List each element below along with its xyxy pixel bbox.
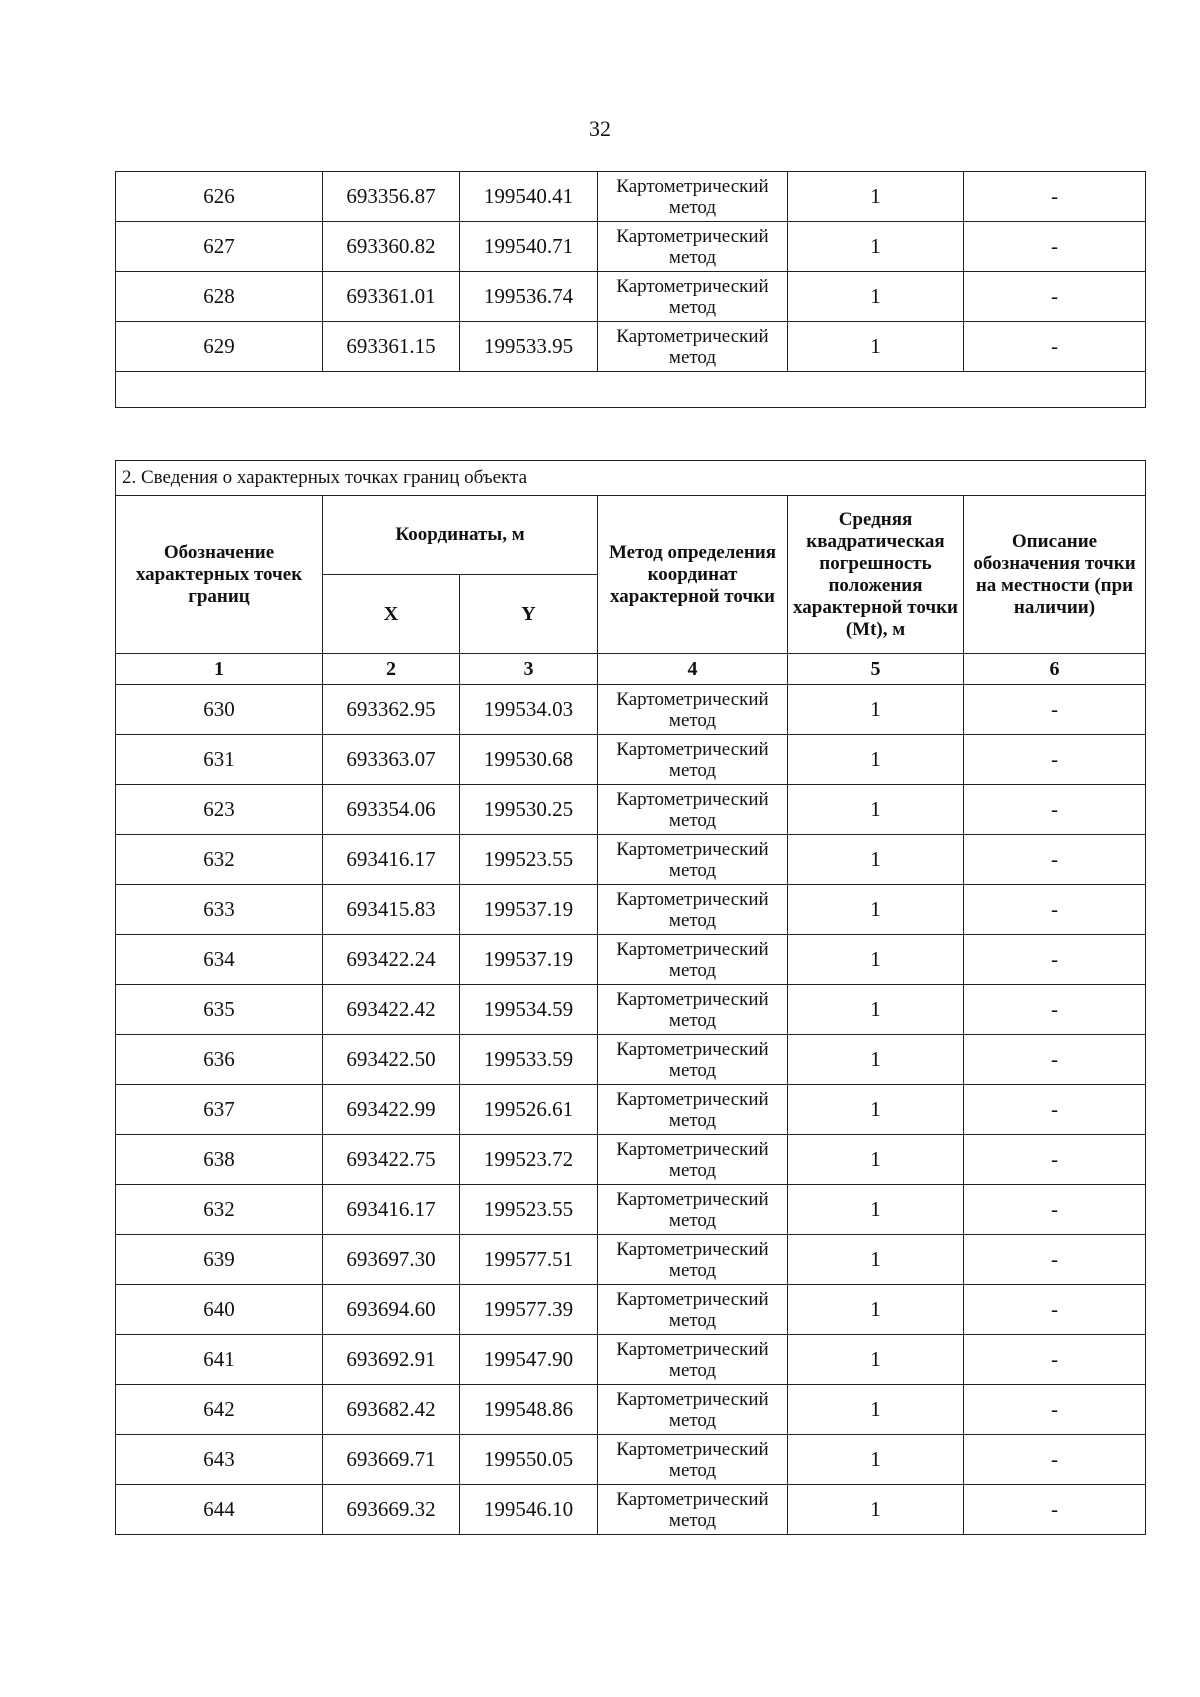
method-cell: Картометрический метод <box>598 1485 788 1535</box>
description-cell: - <box>964 322 1146 372</box>
table-row <box>116 885 1146 935</box>
point-cell: 632 <box>116 835 323 885</box>
point-cell: 627 <box>116 222 323 272</box>
table-row <box>116 1135 1146 1185</box>
empty-row <box>116 372 1146 408</box>
x-coordinate-cell: 693692.91 <box>323 1335 460 1385</box>
y-coordinate-cell: 199537.19 <box>460 885 598 935</box>
description-cell: - <box>964 785 1146 835</box>
mt-cell: 1 <box>788 1035 964 1085</box>
description-cell: - <box>964 1485 1146 1535</box>
y-coordinate-cell: 199530.68 <box>460 735 598 785</box>
point-cell: 623 <box>116 785 323 835</box>
table-row <box>116 1035 1146 1085</box>
description-cell: - <box>964 1235 1146 1285</box>
description-cell: - <box>964 835 1146 885</box>
x-coordinate-cell: 693415.83 <box>323 885 460 935</box>
point-cell: 637 <box>116 1085 323 1135</box>
description-cell: - <box>964 735 1146 785</box>
table-row <box>116 935 1146 985</box>
mt-cell: 1 <box>788 1435 964 1485</box>
page-number: 32 <box>589 116 611 141</box>
x-coordinate-cell: 693416.17 <box>323 835 460 885</box>
point-cell: 634 <box>116 935 323 985</box>
point-cell: 635 <box>116 985 323 1035</box>
table-row <box>116 1485 1146 1535</box>
y-coordinate-cell: 199534.03 <box>460 685 598 735</box>
y-coordinate-cell: 199547.90 <box>460 1335 598 1385</box>
mt-cell: 1 <box>788 272 964 322</box>
mt-cell: 1 <box>788 1185 964 1235</box>
method-cell: Картометрический метод <box>598 685 788 735</box>
y-coordinate-cell: 199523.55 <box>460 835 598 885</box>
mt-cell: 1 <box>788 1285 964 1335</box>
y-coordinate-cell: 199533.59 <box>460 1035 598 1085</box>
point-cell: 633 <box>116 885 323 935</box>
point-cell: 642 <box>116 1385 323 1435</box>
table-body <box>116 172 1146 372</box>
mt-cell: 1 <box>788 172 964 222</box>
header-description: Описание обозначения точки на местности (при наличии) <box>964 496 1146 654</box>
description-cell: - <box>964 935 1146 985</box>
table-row <box>116 985 1146 1035</box>
x-coordinate-cell: 693422.42 <box>323 985 460 1035</box>
point-cell: 640 <box>116 1285 323 1335</box>
boundary-points-table <box>115 460 1146 1535</box>
mt-cell: 1 <box>788 1235 964 1285</box>
mt-cell: 1 <box>788 735 964 785</box>
header-method: Метод определения координат характерной точки <box>598 496 788 654</box>
method-cell: Картометрический метод <box>598 935 788 985</box>
table-row <box>116 735 1146 785</box>
point-cell: 639 <box>116 1235 323 1285</box>
description-cell: - <box>964 272 1146 322</box>
header-y: Y <box>460 575 598 654</box>
x-coordinate-cell: 693361.15 <box>323 322 460 372</box>
method-cell: Картометрический метод <box>598 1285 788 1335</box>
header-point: Обозначение характерных точек границ <box>116 496 323 654</box>
point-cell: 638 <box>116 1135 323 1185</box>
method-cell: Картометрический метод <box>598 735 788 785</box>
mt-cell: 1 <box>788 785 964 835</box>
table-row <box>116 1285 1146 1335</box>
point-cell: 629 <box>116 322 323 372</box>
mt-cell: 1 <box>788 835 964 885</box>
column-number: 6 <box>964 654 1146 685</box>
description-cell: - <box>964 222 1146 272</box>
x-coordinate-cell: 693697.30 <box>323 1235 460 1285</box>
table-row <box>116 1185 1146 1235</box>
method-cell: Картометрический метод <box>598 985 788 1035</box>
point-cell: 641 <box>116 1335 323 1385</box>
description-cell: - <box>964 1335 1146 1385</box>
method-cell: Картометрический метод <box>598 272 788 322</box>
description-cell: - <box>964 172 1146 222</box>
y-coordinate-cell: 199537.19 <box>460 935 598 985</box>
header-coordinates: Координаты, м <box>323 496 598 575</box>
x-coordinate-cell: 693669.32 <box>323 1485 460 1535</box>
mt-cell: 1 <box>788 1385 964 1435</box>
y-coordinate-cell: 199530.25 <box>460 785 598 835</box>
column-number: 5 <box>788 654 964 685</box>
y-coordinate-cell: 199533.95 <box>460 322 598 372</box>
mt-cell: 1 <box>788 1085 964 1135</box>
mt-cell: 1 <box>788 322 964 372</box>
method-cell: Картометрический метод <box>598 1085 788 1135</box>
description-cell: - <box>964 1085 1146 1135</box>
method-cell: Картометрический метод <box>598 785 788 835</box>
method-cell: Картометрический метод <box>598 172 788 222</box>
column-number-row <box>116 654 1146 685</box>
mt-cell: 1 <box>788 1485 964 1535</box>
x-coordinate-cell: 693422.75 <box>323 1135 460 1185</box>
x-coordinate-cell: 693422.24 <box>323 935 460 985</box>
method-cell: Картометрический метод <box>598 835 788 885</box>
table-row <box>116 322 1146 372</box>
x-coordinate-cell: 693356.87 <box>323 172 460 222</box>
column-number: 4 <box>598 654 788 685</box>
x-coordinate-cell: 693362.95 <box>323 685 460 735</box>
boundary-points-table-continued <box>115 171 1146 408</box>
point-cell: 628 <box>116 272 323 322</box>
table-row <box>116 1335 1146 1385</box>
point-cell: 643 <box>116 1435 323 1485</box>
x-coordinate-cell: 693422.50 <box>323 1035 460 1085</box>
x-coordinate-cell: 693354.06 <box>323 785 460 835</box>
column-number: 1 <box>116 654 323 685</box>
mt-cell: 1 <box>788 685 964 735</box>
table-row <box>116 172 1146 222</box>
header-mt: Средняя квадратическая погрешность положения характерной точки (Mt), м <box>788 496 964 654</box>
y-coordinate-cell: 199550.05 <box>460 1435 598 1485</box>
method-cell: Картометрический метод <box>598 1385 788 1435</box>
y-coordinate-cell: 199577.39 <box>460 1285 598 1335</box>
description-cell: - <box>964 1385 1146 1435</box>
table-row <box>116 272 1146 322</box>
y-coordinate-cell: 199540.71 <box>460 222 598 272</box>
header-x: X <box>323 575 460 654</box>
description-cell: - <box>964 1285 1146 1335</box>
y-coordinate-cell: 199540.41 <box>460 172 598 222</box>
method-cell: Картометрический метод <box>598 1235 788 1285</box>
table-row <box>116 685 1146 735</box>
y-coordinate-cell: 199548.86 <box>460 1385 598 1435</box>
table-body <box>116 685 1146 1535</box>
point-cell: 632 <box>116 1185 323 1235</box>
y-coordinate-cell: 199523.72 <box>460 1135 598 1185</box>
description-cell: - <box>964 1135 1146 1185</box>
method-cell: Картометрический метод <box>598 1035 788 1085</box>
y-coordinate-cell: 199523.55 <box>460 1185 598 1235</box>
x-coordinate-cell: 693669.71 <box>323 1435 460 1485</box>
empty-cell <box>116 372 1146 408</box>
y-coordinate-cell: 199577.51 <box>460 1235 598 1285</box>
description-cell: - <box>964 1035 1146 1085</box>
x-coordinate-cell: 693361.01 <box>323 272 460 322</box>
table-row <box>116 1435 1146 1485</box>
section-title: 2. Сведения о характерных точках границ объекта <box>116 461 1146 496</box>
y-coordinate-cell: 199526.61 <box>460 1085 598 1135</box>
mt-cell: 1 <box>788 935 964 985</box>
mt-cell: 1 <box>788 985 964 1035</box>
point-cell: 630 <box>116 685 323 735</box>
mt-cell: 1 <box>788 1335 964 1385</box>
y-coordinate-cell: 199534.59 <box>460 985 598 1035</box>
method-cell: Картометрический метод <box>598 885 788 935</box>
description-cell: - <box>964 885 1146 935</box>
column-number: 3 <box>460 654 598 685</box>
method-cell: Картометрический метод <box>598 1185 788 1235</box>
description-cell: - <box>964 685 1146 735</box>
description-cell: - <box>964 1185 1146 1235</box>
table-row <box>116 785 1146 835</box>
mt-cell: 1 <box>788 222 964 272</box>
table-row <box>116 222 1146 272</box>
description-cell: - <box>964 1435 1146 1485</box>
y-coordinate-cell: 199536.74 <box>460 272 598 322</box>
y-coordinate-cell: 199546.10 <box>460 1485 598 1535</box>
table-row <box>116 1085 1146 1135</box>
table-row <box>116 1235 1146 1285</box>
x-coordinate-cell: 693422.99 <box>323 1085 460 1135</box>
method-cell: Картометрический метод <box>598 222 788 272</box>
method-cell: Картометрический метод <box>598 1435 788 1485</box>
description-cell: - <box>964 985 1146 1035</box>
mt-cell: 1 <box>788 885 964 935</box>
method-cell: Картометрический метод <box>598 1335 788 1385</box>
table-row <box>116 835 1146 885</box>
point-cell: 626 <box>116 172 323 222</box>
method-cell: Картометрический метод <box>598 322 788 372</box>
point-cell: 636 <box>116 1035 323 1085</box>
section-title-row <box>116 461 1146 496</box>
point-cell: 644 <box>116 1485 323 1535</box>
x-coordinate-cell: 693360.82 <box>323 222 460 272</box>
point-cell: 631 <box>116 735 323 785</box>
header-row <box>116 496 1146 575</box>
x-coordinate-cell: 693416.17 <box>323 1185 460 1235</box>
column-number: 2 <box>323 654 460 685</box>
table-row <box>116 1385 1146 1435</box>
method-cell: Картометрический метод <box>598 1135 788 1185</box>
mt-cell: 1 <box>788 1135 964 1185</box>
x-coordinate-cell: 693363.07 <box>323 735 460 785</box>
x-coordinate-cell: 693694.60 <box>323 1285 460 1335</box>
x-coordinate-cell: 693682.42 <box>323 1385 460 1435</box>
